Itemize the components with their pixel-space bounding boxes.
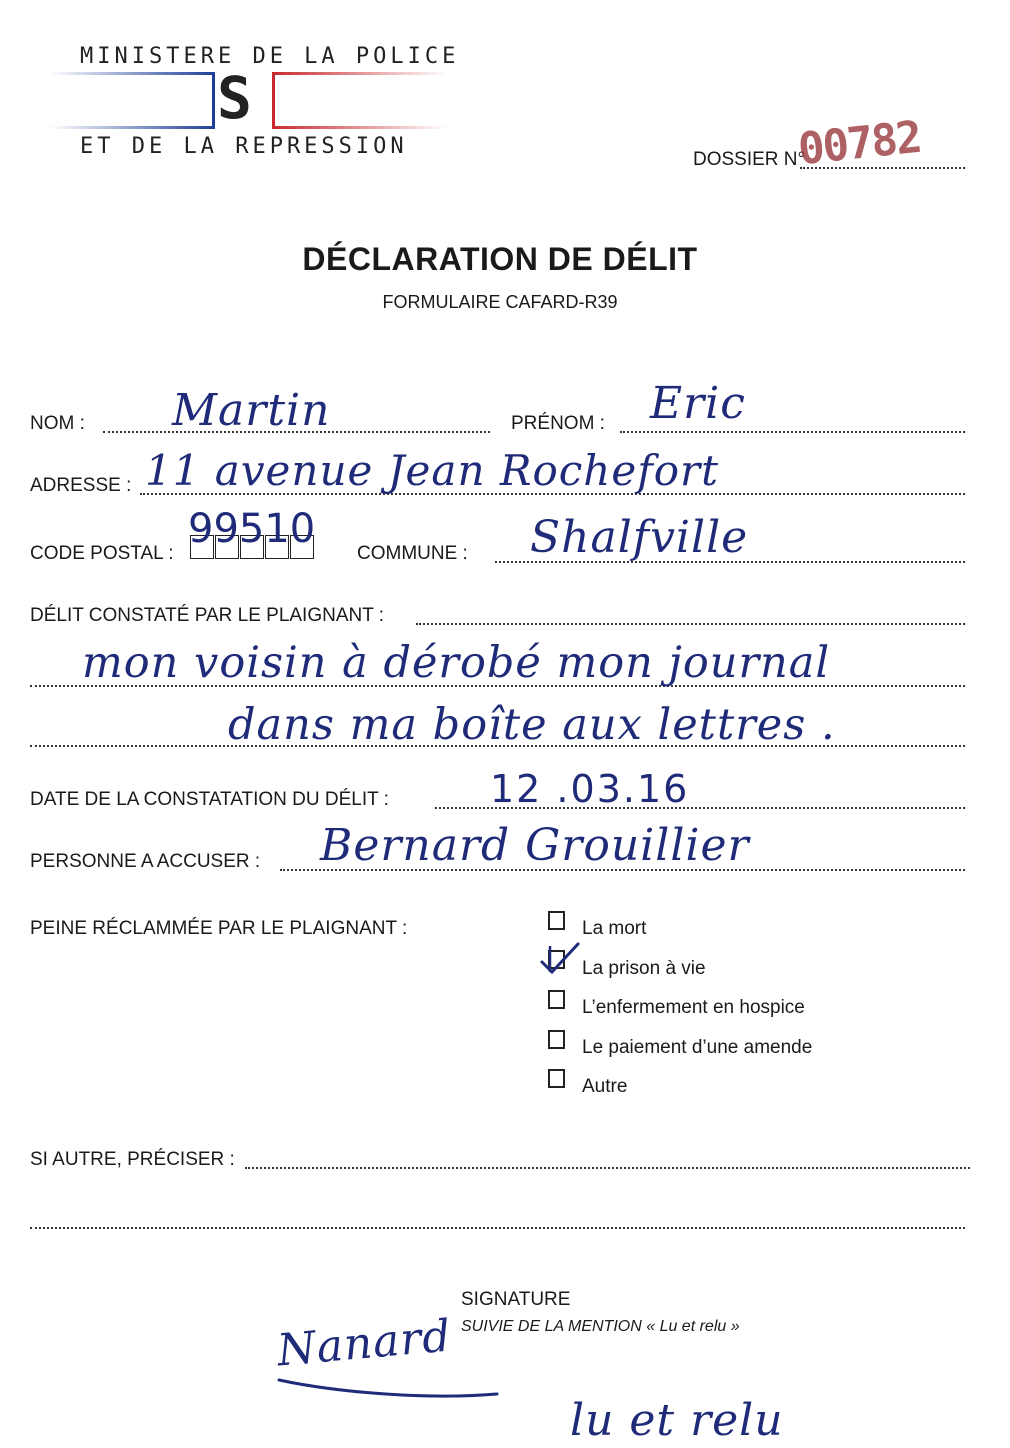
nom-value: Martin	[172, 385, 331, 436]
signature-handwritten: Nanard	[275, 1310, 454, 1377]
delit-label: DÉLIT CONSTATÉ PAR LE PLAIGNANT :	[30, 605, 385, 626]
si-autre-label: SI AUTRE, PRÉCISER :	[30, 1149, 235, 1170]
adresse-value: 11 avenue Jean Rochefort	[145, 446, 719, 495]
commune-value: Shalfville	[530, 512, 749, 563]
delit-dotted-line-1	[416, 623, 965, 625]
accuse-label: PERSONNE A ACCUSER :	[30, 851, 261, 872]
signature-underline	[275, 1370, 505, 1410]
logo-top-text: MINISTERE DE LA POLICE	[80, 44, 460, 69]
code-postal-value: 99510	[188, 506, 316, 552]
commune-label: COMMUNE :	[357, 543, 468, 564]
signature-sublabel: SUIVIE DE LA MENTION « Lu et relu »	[461, 1318, 740, 1335]
checkmark-icon	[538, 940, 582, 976]
delit-value-line2: dans ma boîte aux lettres .	[228, 700, 836, 750]
prenom-value: Eric	[650, 378, 746, 429]
prenom-dotted-line	[620, 431, 965, 433]
dossier-label: DOSSIER N°	[693, 149, 806, 170]
prenom-label: PRÉNOM :	[511, 413, 605, 434]
accuse-value: Bernard Grouillier	[320, 820, 750, 871]
checkbox-enfermement-hospice[interactable]	[548, 990, 565, 1009]
logo-bottom-text: ET DE LA REPRESSION	[80, 134, 408, 159]
peine-label: PEINE RÉCLAMMÉE PAR LE PLAIGNANT :	[30, 918, 408, 939]
option-label: L’enfermement en hospice	[582, 997, 805, 1018]
mention-lu-et-relu: lu et relu	[570, 1395, 784, 1446]
si-autre-dotted-line-2	[30, 1227, 965, 1229]
date-label: DATE DE LA CONSTATATION DU DÉLIT :	[30, 789, 389, 810]
option-label: La mort	[582, 918, 647, 939]
page-subtitle: FORMULAIRE CAFARD-R39	[382, 292, 618, 312]
logo-letter: S	[217, 64, 252, 132]
checkbox-autre[interactable]	[548, 1069, 565, 1088]
signature-label: SIGNATURE	[461, 1289, 571, 1310]
si-autre-dotted-line-1	[245, 1167, 970, 1169]
checkbox-la-mort[interactable]	[548, 911, 565, 930]
date-value: 12 .03.16	[490, 767, 690, 811]
nom-label: NOM :	[30, 413, 85, 434]
option-label: La prison à vie	[582, 958, 706, 979]
option-label: Le paiement d’une amende	[582, 1037, 813, 1058]
adresse-label: ADRESSE :	[30, 475, 132, 496]
code-postal-label: CODE POSTAL :	[30, 543, 174, 564]
option-label: Autre	[582, 1076, 628, 1097]
checkbox-paiement-amende[interactable]	[548, 1030, 565, 1049]
dossier-number-stamp: 00782	[795, 111, 923, 176]
delit-value-line1: mon voisin à dérobé mon journal	[82, 638, 831, 688]
page-title: DÉCLARATION DE DÉLIT	[302, 241, 698, 277]
